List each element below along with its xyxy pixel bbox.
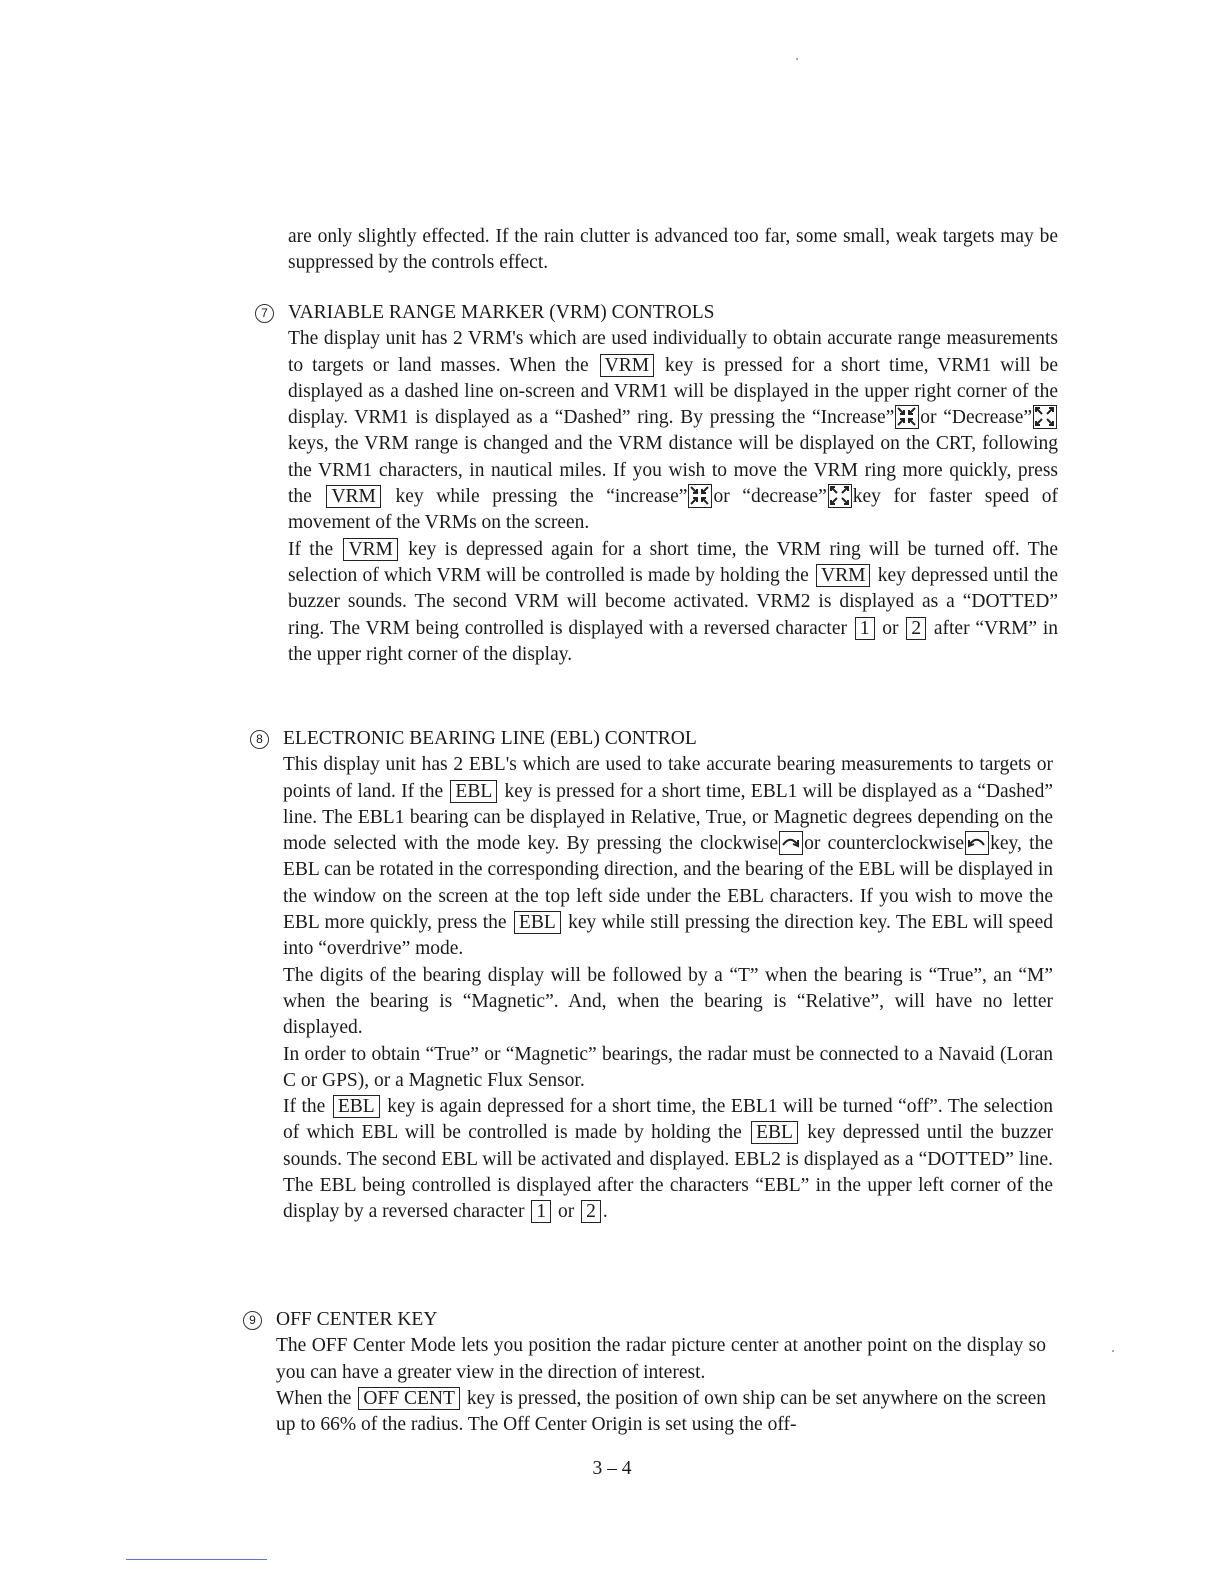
section-vrm-heading xyxy=(261,300,1058,326)
text-run: or “decrease” xyxy=(713,486,827,508)
reversed-character-1: 1 xyxy=(855,617,875,640)
vrm-key: VRM xyxy=(600,354,654,377)
off-cent-key: OFF CENT xyxy=(358,1387,460,1410)
ebl-key: EBL xyxy=(333,1095,380,1118)
intro-paragraph xyxy=(288,224,1058,277)
text-run: or xyxy=(882,617,899,639)
text-run: key is depressed again for a short time, the VRM ring will be turned off. The selection of which VRM will be controlled is made by holding the xyxy=(288,538,1059,586)
section-title: VARIABLE RANGE MARKER (VRM) CONTROLS xyxy=(288,302,715,323)
vrm-key: VRM xyxy=(343,538,397,561)
vrm-paragraph-2 xyxy=(288,537,1058,668)
text-run: key while pressing the “increase” xyxy=(395,486,688,508)
intro-text: are only slightly effected. If the rain clutter is advanced too far, some small, weak targets may be suppressed by the controls effect. xyxy=(288,226,1058,274)
counterclockwise-rotate-icon xyxy=(965,831,989,855)
page-number: 3 – 4 xyxy=(592,1458,632,1479)
text-run: key is pressed for a short time, EBL1 will be displayed as a “Dashed” line. The EBL1 bearing can be displayed in Relative, True, or Magnetic degrees depending on the mode selected with the mode key. By pressing the clockwise xyxy=(283,780,1053,855)
vrm-key: VRM xyxy=(816,564,870,587)
text-run: key is pressed, the position of own ship can be set anywhere on the screen up to 66% of the radius. The Off Center Origin is set using the off- xyxy=(276,1387,1047,1436)
section-title: ELECTRONIC BEARING LINE (EBL) CONTROL xyxy=(283,728,697,749)
text-run: key for faster speed of movement of the VRMs on the screen. xyxy=(288,486,1059,534)
ebl-key: EBL xyxy=(514,911,561,934)
text-run: key, the EBL can be rotated in the corresponding direction, and the bearing of the EBL will be displayed in the window on the screen at the top left side under the EBL characters. If you wish to move the EBL more quickly, press the xyxy=(283,833,1053,934)
text-run: . xyxy=(602,1201,608,1223)
reversed-character-1: 1 xyxy=(531,1200,551,1223)
ebl-paragraph-2: The digits of the bearing display will be followed by a “T” when the bearing is “True”, an “M” when the bearing is “Magnetic”. And, when the bearing is “Relative”, will have no letter displayed. xyxy=(283,964,1053,1039)
vrm-key: VRM xyxy=(326,485,380,508)
increase-arrows-icon xyxy=(688,484,712,508)
section-number-badge: 9 xyxy=(243,1311,262,1330)
text-run: If the xyxy=(288,538,334,560)
text-run: key is again depressed for a short time, the EBL1 will be turned “off”. The selection of which EBL will be controlled is made by holding the xyxy=(283,1096,1054,1144)
reversed-character-2: 2 xyxy=(906,617,926,640)
section-vrm xyxy=(261,300,1059,668)
ebl-paragraph-3: In order to obtain “True” or “Magnetic” bearings, the radar must be connected to a Navaid (Loran C or GPS), or a Magnetic Flux Sensor. xyxy=(283,1043,1053,1091)
text-run: or “Decrease” xyxy=(920,407,1032,429)
section-number-badge: 7 xyxy=(255,304,274,323)
text-run: key depressed until the buzzer sounds. The second VRM will become activated. VRM2 is displayed as a “DOTTED” ring. The VRM being controlled is displayed with a reversed character xyxy=(288,564,1058,639)
ebl-key: EBL xyxy=(450,780,497,803)
section-ebl xyxy=(256,726,1054,1226)
increase-arrows-icon xyxy=(895,405,919,429)
section-ebl-heading xyxy=(256,726,1053,752)
section-number-badge: 8 xyxy=(250,730,269,749)
ebl-paragraph-4 xyxy=(283,1094,1053,1225)
text-run: The display unit has 2 VRM's which are used individually to obtain accurate range measurements to targets or land masses. When the xyxy=(288,328,1058,376)
section-title: OFF CENTER KEY xyxy=(276,1309,438,1330)
text-run: keys, the VRM range is changed and the VRM distance will be displayed on the CRT, following the VRM1 characters, in nautical miles. If you wish to move the VRM ring more quickly, press the xyxy=(288,433,1058,508)
off-center-paragraph-2 xyxy=(276,1386,1046,1439)
text-run: or xyxy=(557,1201,575,1223)
decrease-arrows-icon xyxy=(828,484,852,508)
decrease-arrows-icon xyxy=(1033,405,1057,429)
text-run: This display unit has 2 EBL's which are used to take accurate bearing measurements to targets or points of land. If the xyxy=(283,754,1053,802)
text-run: or counterclockwise xyxy=(804,833,965,855)
footer-rule xyxy=(126,1559,267,1560)
text-run: key depressed until the buzzer sounds. The second EBL will be activated and displayed. EBL2 is displayed as a “DOTTED” line. The EBL being controlled is displayed after the characters “EBL” in the upper left corner of the display by a reversed character xyxy=(283,1122,1054,1223)
text-run: If the xyxy=(283,1096,326,1118)
text-run: When the xyxy=(276,1387,352,1409)
section-off-center-heading xyxy=(249,1307,1046,1333)
text-run: after “VRM” in the upper right corner of the display. xyxy=(288,617,1059,665)
ebl-key: EBL xyxy=(751,1121,798,1144)
section-off-center xyxy=(249,1307,1047,1438)
ebl-paragraph-1 xyxy=(283,752,1053,962)
clockwise-rotate-icon xyxy=(779,831,803,855)
scan-speck xyxy=(1112,1350,1114,1352)
text-run: key while still pressing the direction key. The EBL will speed into “overdrive” mode. xyxy=(283,912,1054,960)
vrm-paragraph-1 xyxy=(288,326,1058,536)
text-run: key is pressed for a short time, VRM1 will be displayed as a dashed line on-screen and VRM1 will be displayed in the upper right corner of the display. VRM1 is displayed as a “Dashed” ring. By pressing the “Increase” xyxy=(288,354,1058,429)
reversed-character-2: 2 xyxy=(581,1200,601,1223)
scan-speck xyxy=(796,58,798,60)
off-center-paragraph-1: The OFF Center Mode lets you position the radar picture center at another point on the display so you can have a greater view in the direction of interest. xyxy=(276,1335,1046,1383)
